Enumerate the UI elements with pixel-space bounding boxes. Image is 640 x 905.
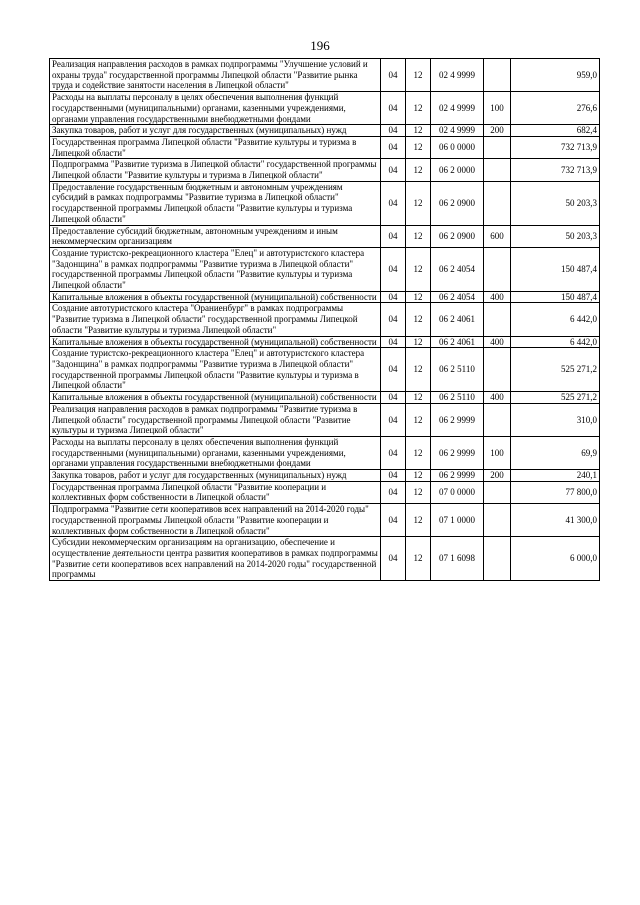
table-row bbox=[50, 247, 600, 291]
expense-type-cell bbox=[484, 59, 511, 92]
amount-cell: 732 713,9 bbox=[511, 159, 600, 181]
amount-cell: 77 800,0 bbox=[511, 481, 600, 503]
expense-type-cell bbox=[484, 303, 511, 336]
amount-cell: 6 000,0 bbox=[511, 537, 600, 581]
section-code-cell: 04 bbox=[381, 537, 406, 581]
section-code-cell: 04 bbox=[381, 59, 406, 92]
expense-type-cell: 100 bbox=[484, 436, 511, 469]
row-name-cell: Государственная программа Липецкой области "Развитие культуры и туризма в Липецкой области" bbox=[50, 136, 381, 158]
target-code-cell: 06 2 0900 bbox=[431, 181, 484, 225]
section-code-cell: 04 bbox=[381, 436, 406, 469]
section-code-cell: 04 bbox=[381, 181, 406, 225]
section-code-cell: 04 bbox=[381, 348, 406, 392]
section-code-cell: 04 bbox=[381, 247, 406, 291]
subsection-code-cell: 12 bbox=[406, 403, 431, 436]
target-code-cell: 02 4 9999 bbox=[431, 125, 484, 137]
table-row bbox=[50, 59, 600, 92]
subsection-code-cell: 12 bbox=[406, 59, 431, 92]
budget-table-body bbox=[50, 59, 600, 581]
section-code-cell: 04 bbox=[381, 470, 406, 482]
subsection-code-cell: 12 bbox=[406, 348, 431, 392]
row-name-cell: Капитальные вложения в объекты государственной (муниципальной) собственности bbox=[50, 392, 381, 404]
expense-type-cell bbox=[484, 159, 511, 181]
row-name-cell: Подпрограмма "Развитие туризма в Липецкой области" государственной программы Липецкой области "Развитие культуры и туризма в Липецкой области" bbox=[50, 159, 381, 181]
expense-type-cell: 400 bbox=[484, 392, 511, 404]
row-name-cell: Государственная программа Липецкой области "Развитие кооперации и коллективных форм собственности в Липецкой области" bbox=[50, 481, 381, 503]
amount-cell: 41 300,0 bbox=[511, 504, 600, 537]
target-code-cell: 06 2 5110 bbox=[431, 348, 484, 392]
amount-cell: 959,0 bbox=[511, 59, 600, 92]
target-code-cell: 06 2 0000 bbox=[431, 159, 484, 181]
target-code-cell: 06 0 0000 bbox=[431, 136, 484, 158]
table-row bbox=[50, 336, 600, 348]
section-code-cell: 04 bbox=[381, 336, 406, 348]
table-row bbox=[50, 504, 600, 537]
table-row bbox=[50, 136, 600, 158]
target-code-cell: 02 4 9999 bbox=[431, 59, 484, 92]
target-code-cell: 07 1 6098 bbox=[431, 537, 484, 581]
subsection-code-cell: 12 bbox=[406, 291, 431, 303]
table-row bbox=[50, 159, 600, 181]
expense-type-cell: 200 bbox=[484, 470, 511, 482]
subsection-code-cell: 12 bbox=[406, 159, 431, 181]
row-name-cell: Создание туристско-рекреационного кластера "Елец" и автотуристского кластера "Задонщина" в рамках подпрограммы "Развитие туризма в Липецкой области" государственной программы Липецкой области "Развитие культуры и туризма Липецкой области" bbox=[50, 247, 381, 291]
table-row bbox=[50, 481, 600, 503]
table-row bbox=[50, 470, 600, 482]
expense-type-cell bbox=[484, 348, 511, 392]
subsection-code-cell: 12 bbox=[406, 125, 431, 137]
target-code-cell: 07 0 0000 bbox=[431, 481, 484, 503]
expense-type-cell bbox=[484, 136, 511, 158]
amount-cell: 150 487,4 bbox=[511, 291, 600, 303]
table-row bbox=[50, 291, 600, 303]
subsection-code-cell: 12 bbox=[406, 470, 431, 482]
amount-cell: 525 271,2 bbox=[511, 348, 600, 392]
subsection-code-cell: 12 bbox=[406, 92, 431, 125]
section-code-cell: 04 bbox=[381, 403, 406, 436]
target-code-cell: 06 2 0900 bbox=[431, 225, 484, 247]
section-code-cell: 04 bbox=[381, 225, 406, 247]
target-code-cell: 06 2 5110 bbox=[431, 392, 484, 404]
table-row bbox=[50, 392, 600, 404]
subsection-code-cell: 12 bbox=[406, 436, 431, 469]
budget-table bbox=[49, 58, 600, 581]
row-name-cell: Закупка товаров, работ и услуг для государственных (муниципальных) нужд bbox=[50, 125, 381, 137]
subsection-code-cell: 12 bbox=[406, 225, 431, 247]
table-row bbox=[50, 303, 600, 336]
expense-type-cell: 400 bbox=[484, 336, 511, 348]
row-name-cell: Предоставление субсидий бюджетным, автономным учреждениям и иным некоммерческим организациям bbox=[50, 225, 381, 247]
table-row bbox=[50, 403, 600, 436]
row-name-cell: Субсидии некоммерческим организациям на организацию, обеспечение и осуществление деятельности центра развития кооперативов в рамках подпрограммы "Развитие сети кооперативов всех направлений на 2014-2020 годы" государственной программы bbox=[50, 537, 381, 581]
table-row bbox=[50, 436, 600, 469]
subsection-code-cell: 12 bbox=[406, 336, 431, 348]
amount-cell: 50 203,3 bbox=[511, 225, 600, 247]
target-code-cell: 06 2 9999 bbox=[431, 436, 484, 469]
amount-cell: 310,0 bbox=[511, 403, 600, 436]
amount-cell: 276,6 bbox=[511, 92, 600, 125]
row-name-cell: Расходы на выплаты персоналу в целях обеспечения выполнения функций государственными (муниципальными) органами, казенными учреждениями, органами управления государственными внебюджетными фондами bbox=[50, 436, 381, 469]
subsection-code-cell: 12 bbox=[406, 181, 431, 225]
amount-cell: 240,1 bbox=[511, 470, 600, 482]
amount-cell: 6 442,0 bbox=[511, 336, 600, 348]
page-number: 196 bbox=[310, 38, 330, 53]
subsection-code-cell: 12 bbox=[406, 247, 431, 291]
target-code-cell: 06 2 4054 bbox=[431, 247, 484, 291]
expense-type-cell: 600 bbox=[484, 225, 511, 247]
amount-cell: 69,9 bbox=[511, 436, 600, 469]
target-code-cell: 06 2 4054 bbox=[431, 291, 484, 303]
amount-cell: 732 713,9 bbox=[511, 136, 600, 158]
row-name-cell: Реализация направления расходов в рамках подпрограммы "Улучшение условий и охраны труда" государственной программы Липецкой области "Развитие рынка труда и содействие занятости населения в Липецкой области" bbox=[50, 59, 381, 92]
expense-type-cell: 200 bbox=[484, 125, 511, 137]
target-code-cell: 06 2 4061 bbox=[431, 336, 484, 348]
subsection-code-cell: 12 bbox=[406, 537, 431, 581]
subsection-code-cell: 12 bbox=[406, 392, 431, 404]
amount-cell: 682,4 bbox=[511, 125, 600, 137]
subsection-code-cell: 12 bbox=[406, 303, 431, 336]
amount-cell: 50 203,3 bbox=[511, 181, 600, 225]
row-name-cell: Подпрограмма "Развитие сети кооперативов всех направлений на 2014-2020 годы" государственной программы Липецкой области "Развитие кооперации и коллективных форм собственности в Липецкой области" bbox=[50, 504, 381, 537]
expense-type-cell bbox=[484, 504, 511, 537]
table-row bbox=[50, 537, 600, 581]
expense-type-cell bbox=[484, 181, 511, 225]
row-name-cell: Создание туристско-рекреационного кластера "Елец" и автотуристского кластера "Задонщина" в рамках подпрограммы "Развитие туризма в Липецкой области" государственной программы Липецкой области "Развитие культуры и туризма в Липецкой области" bbox=[50, 348, 381, 392]
table-row bbox=[50, 92, 600, 125]
target-code-cell: 07 1 0000 bbox=[431, 504, 484, 537]
subsection-code-cell: 12 bbox=[406, 481, 431, 503]
expense-type-cell bbox=[484, 247, 511, 291]
section-code-cell: 04 bbox=[381, 291, 406, 303]
table-row bbox=[50, 181, 600, 225]
section-code-cell: 04 bbox=[381, 481, 406, 503]
row-name-cell: Предоставление государственным бюджетным и автономным учреждениям субсидий в рамках подпрограммы "Развитие туризма в Липецкой области" государственной программы Липецкой области "Развитие культуры и туризма Липецкой области" bbox=[50, 181, 381, 225]
amount-cell: 150 487,4 bbox=[511, 247, 600, 291]
section-code-cell: 04 bbox=[381, 159, 406, 181]
table-row bbox=[50, 348, 600, 392]
table-row bbox=[50, 125, 600, 137]
section-code-cell: 04 bbox=[381, 392, 406, 404]
section-code-cell: 04 bbox=[381, 504, 406, 537]
amount-cell: 6 442,0 bbox=[511, 303, 600, 336]
expense-type-cell bbox=[484, 537, 511, 581]
target-code-cell: 02 4 9999 bbox=[431, 92, 484, 125]
target-code-cell: 06 2 4061 bbox=[431, 303, 484, 336]
row-name-cell: Капитальные вложения в объекты государственной (муниципальной) собственности bbox=[50, 291, 381, 303]
row-name-cell: Капитальные вложения в объекты государственной (муниципальной) собственности bbox=[50, 336, 381, 348]
row-name-cell: Закупка товаров, работ и услуг для государственных (муниципальных) нужд bbox=[50, 470, 381, 482]
expense-type-cell bbox=[484, 481, 511, 503]
section-code-cell: 04 bbox=[381, 92, 406, 125]
section-code-cell: 04 bbox=[381, 303, 406, 336]
subsection-code-cell: 12 bbox=[406, 504, 431, 537]
expense-type-cell: 400 bbox=[484, 291, 511, 303]
section-code-cell: 04 bbox=[381, 136, 406, 158]
table-row bbox=[50, 225, 600, 247]
expense-type-cell bbox=[484, 403, 511, 436]
row-name-cell: Создание автотуристского кластера "Ораниенбург" в рамках подпрограммы "Развитие туризма в Липецкой области" государственной программы Липецкой области "Развитие культуры и туризма Липецкой области" bbox=[50, 303, 381, 336]
amount-cell: 525 271,2 bbox=[511, 392, 600, 404]
target-code-cell: 06 2 9999 bbox=[431, 470, 484, 482]
row-name-cell: Расходы на выплаты персоналу в целях обеспечения выполнения функций государственными (муниципальными) органами, казенными учреждениями, органами управления государственными внебюджетными фондами bbox=[50, 92, 381, 125]
target-code-cell: 06 2 9999 bbox=[431, 403, 484, 436]
subsection-code-cell: 12 bbox=[406, 136, 431, 158]
expense-type-cell: 100 bbox=[484, 92, 511, 125]
row-name-cell: Реализация направления расходов в рамках подпрограммы "Развитие туризма в Липецкой области" государственной программы Липецкой области "Развитие культуры и туризма Липецкой области" bbox=[50, 403, 381, 436]
section-code-cell: 04 bbox=[381, 125, 406, 137]
